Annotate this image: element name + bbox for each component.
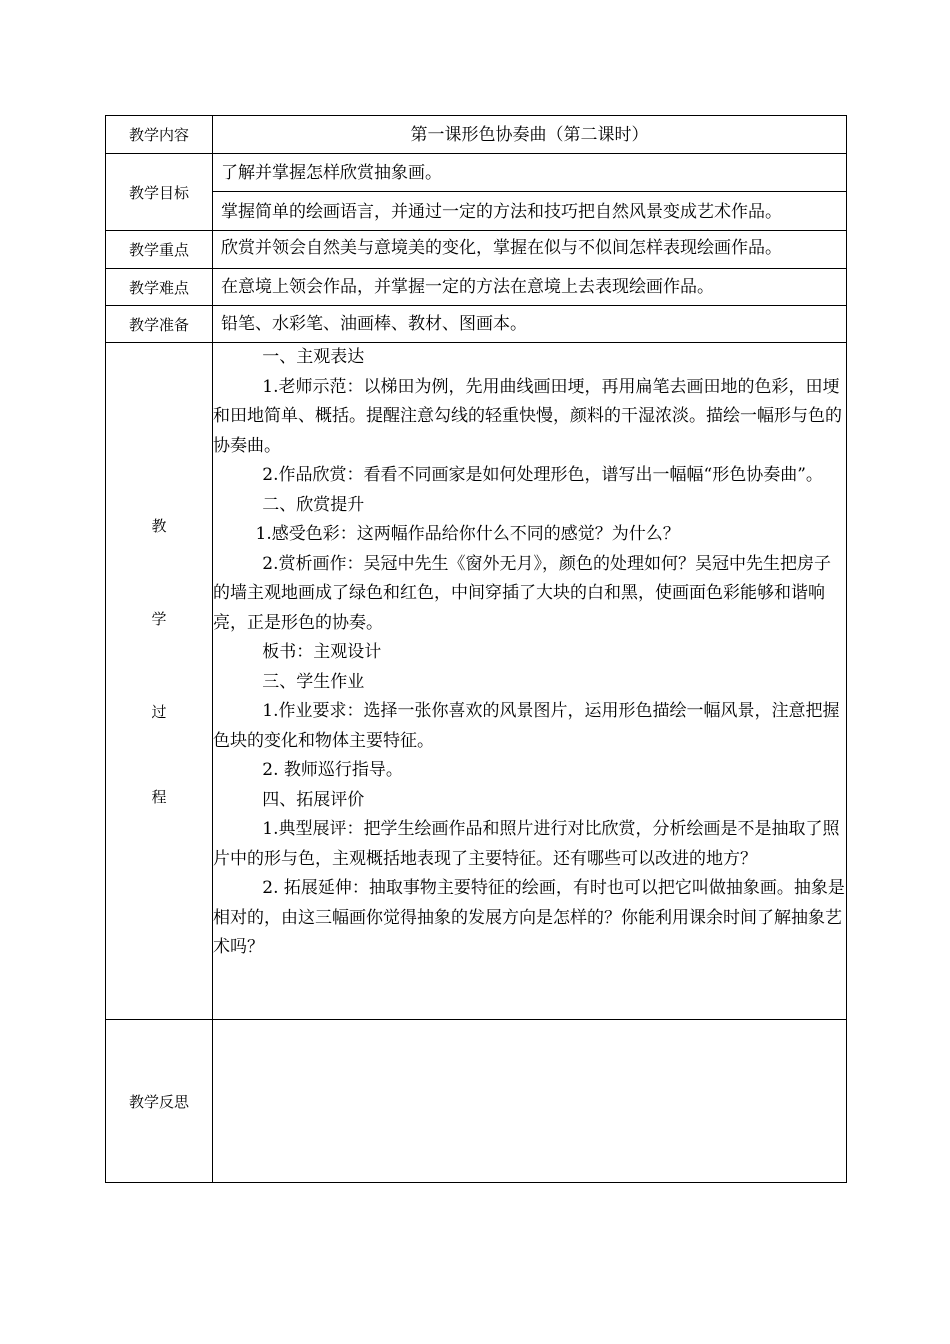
lesson-plan-table bbox=[105, 115, 847, 1183]
process-label-char-4: 程 bbox=[151, 788, 167, 806]
process-paragraph: 2. 拓展延伸：抽取事物主要特征的绘画，有时也可以把它叫做抽象画。抽象是相对的，由这三幅画你觉得抽象的发展方向是怎样的？你能利用课余时间了解抽象艺术吗？ bbox=[213, 878, 845, 957]
row-goals-2 bbox=[106, 192, 847, 231]
teaching-process-content bbox=[213, 343, 847, 1020]
label-teaching-process bbox=[106, 343, 213, 1020]
section-heading-2: 二、欣赏提升 bbox=[262, 494, 365, 515]
process-paragraph: 1.感受色彩：这两幅作品给你什么不同的感觉？为什么？ bbox=[255, 524, 680, 544]
row-process bbox=[106, 343, 847, 1020]
label-key-points: 教学重点 bbox=[106, 231, 213, 269]
row-key-points bbox=[106, 231, 847, 269]
section-heading-3: 三、学生作业 bbox=[262, 671, 365, 692]
label-difficulties: 教学难点 bbox=[106, 269, 213, 306]
process-label-char-3: 过 bbox=[151, 703, 167, 721]
process-label-char-1: 教 bbox=[151, 517, 167, 535]
process-label-char-2: 学 bbox=[151, 610, 167, 628]
process-paragraph: 1.老师示范：以梯田为例，先用曲线画田埂，再用扁笔去画田地的色彩，田埂和田地简单、概括。提醒注意勾线的轻重快慢，颜料的干湿浓淡。描绘一幅形与色的协奏曲。 bbox=[213, 376, 842, 456]
label-reflection: 教学反思 bbox=[106, 1020, 213, 1183]
goal-1: 了解并掌握怎样欣赏抽象画。 bbox=[213, 154, 847, 192]
row-difficulties bbox=[106, 269, 847, 306]
row-content bbox=[106, 116, 847, 154]
board-note: 板书：主观设计 bbox=[262, 642, 382, 662]
difficulties-text: 在意境上领会作品，并掌握一定的方法在意境上去表现绘画作品。 bbox=[213, 269, 847, 306]
process-paragraph: 1.典型展评：把学生绘画作品和照片进行对比欣赏，分析绘画是不是抽取了照片中的形与色，主观概括地表现了主要特征。还有哪些可以改进的地方？ bbox=[213, 819, 840, 869]
lesson-title: 第一课形色协奏曲（第二课时） bbox=[213, 116, 847, 154]
label-teaching-content: 教学内容 bbox=[106, 116, 213, 154]
process-paragraph: 2.赏析画作：吴冠中先生《窗外无月》，颜色的处理如何？吴冠中先生把房子的墙主观地画成了绿色和红色，中间穿插了大块的白和黑，使画面色彩能够和谐响亮，正是形色的协奏。 bbox=[213, 553, 832, 633]
process-paragraph: 2. 教师巡行指导。 bbox=[262, 760, 403, 780]
goal-2: 掌握简单的绘画语言，并通过一定的方法和技巧把自然风景变成艺术作品。 bbox=[213, 192, 847, 231]
preparation-text: 铅笔、水彩笔、油画棒、教材、图画本。 bbox=[213, 306, 847, 343]
row-preparation bbox=[106, 306, 847, 343]
row-goals bbox=[106, 154, 847, 192]
reflection-content[interactable] bbox=[213, 1020, 847, 1183]
row-reflection bbox=[106, 1020, 847, 1183]
label-preparation: 教学准备 bbox=[106, 306, 213, 343]
process-paragraph: 2.作品欣赏：看看不同画家是如何处理形色，谱写出一幅幅“形色协奏曲”。 bbox=[262, 465, 823, 485]
section-heading-1: 一、主观表达 bbox=[262, 347, 365, 367]
key-points-text: 欣赏并领会自然美与意境美的变化，掌握在似与不似间怎样表现绘画作品。 bbox=[213, 231, 847, 269]
section-heading-4: 四、拓展评价 bbox=[262, 789, 365, 810]
process-paragraph: 1.作业要求：选择一张你喜欢的风景图片，运用形色描绘一幅风景，注意把握色块的变化和物体主要特征。 bbox=[213, 701, 840, 751]
label-teaching-goals: 教学目标 bbox=[106, 154, 213, 231]
